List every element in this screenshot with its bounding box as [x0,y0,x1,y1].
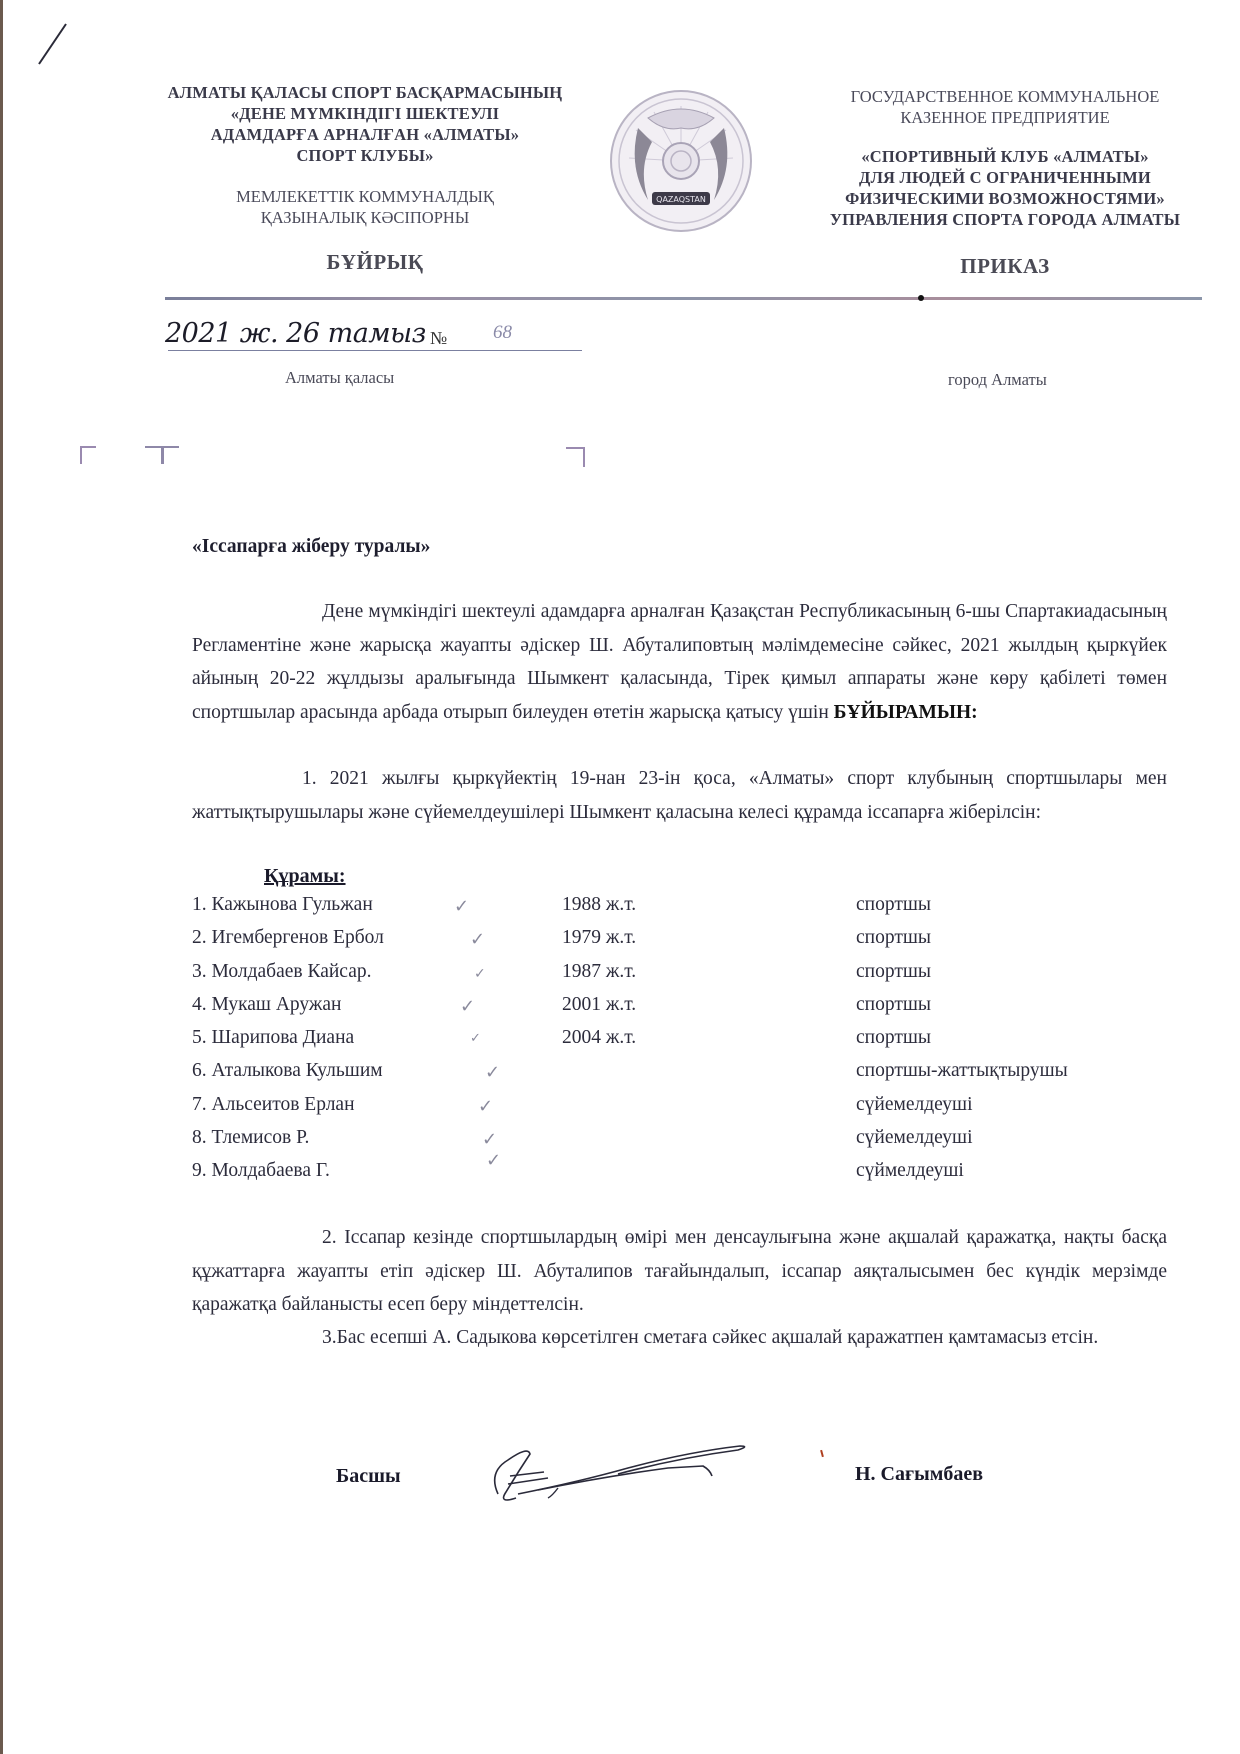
member-name: 1. Кажынова Гульжан [192,894,373,915]
header-right-ru [810,86,1200,230]
city-kz: Алматы қаласы [285,368,395,387]
member-name: 4. Мукаш Аружан [192,993,342,1015]
member-name: 5. Шарипова Диана [192,1027,355,1049]
kazakhstan-state-emblem-icon [608,88,754,234]
org-line: «ДЕНЕ МҮМКІНДІГІ ШЕКТЕУЛІ [230,104,500,123]
title-bracket-mid-stem [161,446,164,464]
org-line: УПРАВЛЕНИЯ СПОРТА ГОРОДА АЛМАТЫ [829,210,1181,229]
org-line: АДАМДАРҒА АРНАЛҒАН «АЛМАТЫ» [210,125,520,144]
check-mark-icon: ✓ [470,1031,481,1047]
org-name-kz [130,82,600,166]
member-row [192,1027,1172,1060]
check-mark-icon: ✓ [486,1150,502,1172]
date-underline [168,350,582,351]
emblem-text: QAZAQSTAN [656,195,706,204]
check-mark-icon: ✓ [478,1095,494,1117]
member-name: 2. Игембергенов Ербол [192,927,384,949]
org-type-line: ҚАЗЫНАЛЫҚ КӘСІПОРНЫ [260,208,470,227]
member-role: спортшы-жаттықтырушы [856,1060,1068,1082]
org-name-ru [810,146,1200,230]
header-left-kz [130,82,600,228]
member-row [192,1060,1172,1093]
member-name: 7. Альсеитов Ерлан [192,1093,355,1115]
org-line: СПОРТ КЛУБЫ» [296,146,434,165]
org-type-line: МЕМЛЕКЕТТІК КОММУНАЛДЫҚ [236,187,494,206]
org-type-line: КАЗЕННОЕ ПРЕДПРИЯТИЕ [900,108,1110,127]
org-line: «СПОРТИВНЫЙ КЛУБ «АЛМАТЫ» [861,147,1149,166]
check-mark-icon: ✓ [485,1062,501,1084]
member-name: 3. Молдабаев Кайсар. [192,960,372,982]
order-date-handwritten: 2021 ж. 26 тамыз [165,318,426,349]
order-number-handwritten: 68 [493,322,512,343]
org-type-kz [130,186,600,228]
pen-slash-mark [36,22,70,66]
member-row [192,994,1172,1027]
members-list [192,894,1172,1194]
signatory-title: Басшы [336,1465,401,1487]
item-1-paragraph: 1. 2021 жылғы қыркүйектің 19-нан 23-ін қоса, «Алматы» спорт клубының спортшылары мен жаттықтырушылары және сүйемелдеушілері Шымкент қаласына келесі құрамда іссапарға жіберілсін: [192,768,1167,823]
member-row [192,1127,1172,1160]
scan-page-edge [0,0,3,1754]
member-row [192,1094,1172,1127]
title-bracket-left [80,446,96,464]
member-birth-year: 1987 ж.т. [562,960,637,982]
org-line: ФИЗИЧЕСКИМИ ВОЗМОЖНОСТЯМИ» [845,189,1165,208]
org-type-line: ГОСУДАРСТВЕННОЕ КОММУНАЛЬНОЕ [850,87,1160,106]
check-mark-icon: ✓ [454,896,470,917]
order-title-ru: ПРИКАЗ [960,254,1050,278]
member-name: 8. Тлемисов Р. [192,1127,310,1149]
member-role: спортшы [856,960,931,982]
item-2-paragraph: 2. Іссапар кезінде спортшылардың өмірі мен денсаулығына және ақшалай қаражатқа, нақты басқа құжаттарға жауапты етіп әдіскер Ш. Абуталипов тағайындалып, іссапар аяқталысымен бес күндік мерзімде қаражатқа байланысты есеп беру міндеттелсін. [192,1227,1167,1315]
member-role: спортшы [856,894,931,915]
order-word: БҰЙЫРАМЫН: [833,701,978,723]
check-mark-icon: ✓ [470,929,486,951]
check-mark-icon: ✓ [474,965,486,982]
member-name: 9. Молдабаева Г. [192,1160,330,1182]
member-role: спортшы [856,927,931,949]
member-birth-year: 1979 ж.т. [562,927,637,949]
member-row [192,894,1172,927]
item-3-paragraph: 3.Бас есепші А. Садыкова көрсетілген сметаға сәйкес ақшалай қаражатпен қамтамасыз етсін. [322,1327,1099,1348]
member-role: сүйемелдеуші [856,1127,973,1149]
preamble-text: Дене мүмкіндігі шектеулі адамдарға арналған Қазақстан Республикасының 6-шы Спартакиадасының Регламентіне және жарысқа жауапты әдіскер Ш. Абуталиповтың мәлімдемесіне сәйкес, 2021 жылдың қыркүйек айының 20-22 жұлдызы аралығында Шымкент қаласында, Тірек қимыл аппараты және көру қабілеті төмен спортшылар арасында арбада отырып билеуден өтетін жарысқа қатысу үшін [192,601,1167,723]
org-line: АЛМАТЫ ҚАЛАСЫ СПОРТ БАСҚАРМАСЫНЫҢ [167,83,563,102]
check-mark-icon: ✓ [482,1129,498,1151]
header-divider [165,297,1202,300]
handwritten-signature [488,1432,778,1508]
title-bracket-right [566,447,585,467]
member-birth-year: 2001 ж.т. [562,993,637,1015]
city-ru: город Алматы [948,370,1047,389]
member-role: спортшы [856,1027,931,1049]
member-role: сүймелдеуші [856,1160,964,1182]
composition-label: Құрамы: [264,865,346,887]
member-role: спортшы [856,993,931,1015]
member-name: 6. Аталыкова Кульшим [192,1060,383,1082]
org-type-ru [810,86,1200,128]
member-row [192,1150,1172,1193]
member-role: сүйемелдеуші [856,1093,973,1115]
ink-tick-mark [820,1450,824,1457]
member-birth-year: 1988 ж.т. [562,894,637,915]
org-line: ДЛЯ ЛЮДЕЙ С ОГРАНИЧЕННЫМИ [859,168,1151,187]
member-birth-year: 2004 ж.т. [562,1027,637,1049]
order-title-kz: БҰЙРЫҚ [326,250,424,274]
ink-dot [918,295,924,301]
member-row [192,927,1172,960]
check-mark-icon: ✓ [460,995,476,1017]
order-number-label: № [430,328,448,348]
member-row [192,961,1172,994]
document-title: «Іссапарға жіберу туралы» [192,536,431,557]
preamble-paragraph [192,595,1167,729]
signatory-name: Н. Сағымбаев [855,1463,983,1485]
